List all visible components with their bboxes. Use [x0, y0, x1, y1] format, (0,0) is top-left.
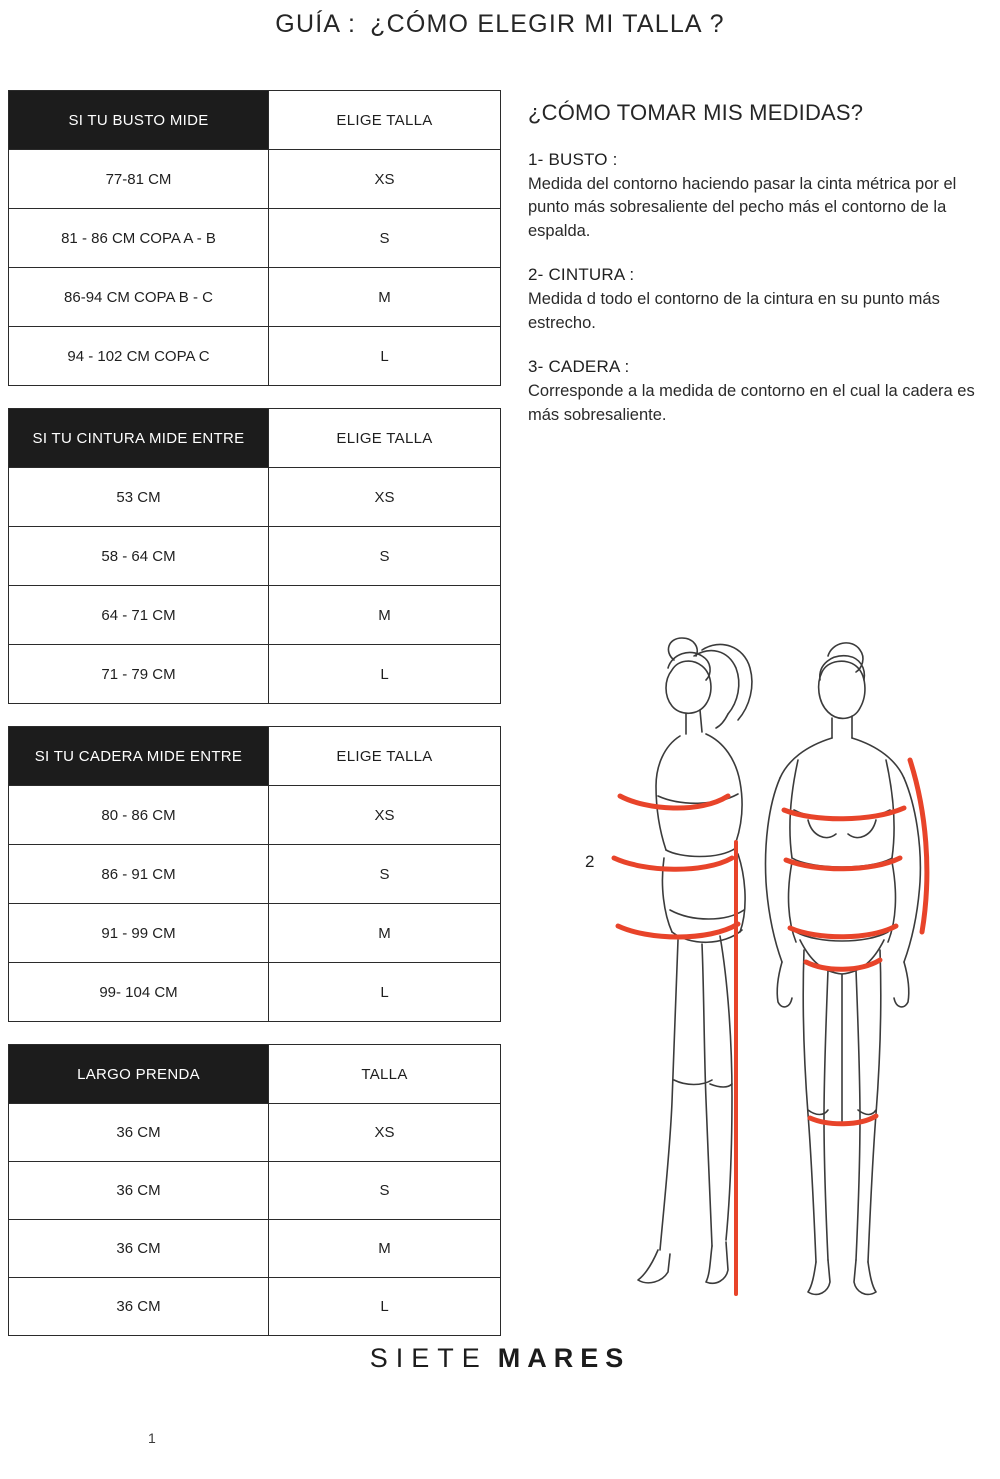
measure-cell: 94 - 102 CM COPA C: [9, 327, 269, 386]
instruction-busto: [528, 150, 988, 243]
size-cell: S: [269, 1162, 501, 1220]
size-cell: L: [269, 645, 501, 704]
size-cell: S: [269, 209, 501, 268]
table-header-row: [9, 1045, 501, 1104]
table-cintura-header-right: ELIGE TALLA: [269, 409, 501, 468]
measure-cell: 77-81 CM: [9, 150, 269, 209]
measure-cell: 91 - 99 CM: [9, 904, 269, 963]
table-row: [9, 1104, 501, 1162]
table-busto-header-right: ELIGE TALLA: [269, 91, 501, 150]
measure-cell: 80 - 86 CM: [9, 786, 269, 845]
size-cell: M: [269, 904, 501, 963]
size-cell: XS: [269, 150, 501, 209]
table-header-row: [9, 409, 501, 468]
instruction-busto-title: 1- BUSTO :: [528, 150, 618, 169]
measure-cell: 36 CM: [9, 1162, 269, 1220]
instruction-cadera: [528, 357, 988, 427]
instructions-panel: [528, 100, 988, 449]
page-title-main: GUÍA :: [275, 10, 357, 38]
size-tables: [8, 90, 500, 1358]
size-cell: L: [269, 1278, 501, 1336]
table-row: [9, 845, 501, 904]
instruction-cintura: [528, 265, 988, 335]
table-largo-prenda: [8, 1044, 501, 1336]
measure-cell: 71 - 79 CM: [9, 645, 269, 704]
table-header-row: [9, 727, 501, 786]
measure-cell: 86-94 CM COPA B - C: [9, 268, 269, 327]
table-row: [9, 1278, 501, 1336]
measure-cell: 81 - 86 CM COPA A - B: [9, 209, 269, 268]
table-cadera: [8, 726, 501, 1022]
table-row: [9, 327, 501, 386]
table-row: [9, 1162, 501, 1220]
instruction-cintura-body: Medida d todo el contorno de la cintura en su punto más estrecho.: [528, 290, 940, 332]
instruction-cintura-title: 2- CINTURA :: [528, 265, 635, 285]
size-cell: M: [269, 1220, 501, 1278]
table-cadera-header-right: ELIGE TALLA: [269, 727, 501, 786]
table-row: [9, 586, 501, 645]
measure-cell: 99- 104 CM: [9, 963, 269, 1022]
measure-cell: 86 - 91 CM: [9, 845, 269, 904]
table-row: [9, 963, 501, 1022]
measure-cell: 36 CM: [9, 1220, 269, 1278]
instructions-heading: ¿CÓMO TOMAR MIS MEDIDAS?: [528, 100, 864, 125]
brand-logo-part2: MARES: [497, 1343, 631, 1373]
size-cell: XS: [269, 468, 501, 527]
table-row: [9, 1220, 501, 1278]
table-row: [9, 209, 501, 268]
instruction-cadera-title: 3- CADERA :: [528, 357, 630, 377]
size-cell: M: [269, 586, 501, 645]
size-cell: XS: [269, 786, 501, 845]
body-measurement-illustration: [560, 610, 1000, 1330]
size-cell: L: [269, 327, 501, 386]
page-title-sub: ¿CÓMO ELEGIR MI TALLA ?: [370, 10, 725, 38]
table-row: [9, 150, 501, 209]
measure-cell: 53 CM: [9, 468, 269, 527]
table-row: [9, 786, 501, 845]
table-header-row: [9, 91, 501, 150]
size-cell: S: [269, 845, 501, 904]
table-cadera-header-left: SI TU CADERA MIDE ENTRE: [9, 727, 269, 786]
size-cell: L: [269, 963, 501, 1022]
brand-logo: [0, 1343, 1000, 1374]
table-cintura-header-left: SI TU CINTURA MIDE ENTRE: [9, 409, 269, 468]
table-row: [9, 904, 501, 963]
size-cell: S: [269, 527, 501, 586]
instruction-busto-body: Medida del contorno haciendo pasar la cinta métrica por el punto más sobresaliente del pecho más el contorno de la espalda.: [528, 175, 957, 240]
measure-cell: 36 CM: [9, 1104, 269, 1162]
table-row: [9, 268, 501, 327]
table-row: [9, 645, 501, 704]
size-cell: M: [269, 268, 501, 327]
page-number: 1: [148, 1430, 156, 1446]
illustration-marker-2: 2: [585, 852, 595, 871]
measure-cell: 58 - 64 CM: [9, 527, 269, 586]
size-cell: XS: [269, 1104, 501, 1162]
table-largo-header-right: TALLA: [269, 1045, 501, 1104]
instruction-cadera-body: Corresponde a la medida de contorno en el cual la cadera es más sobresaliente.: [528, 382, 975, 424]
table-row: [9, 527, 501, 586]
table-busto-header-left: SI TU BUSTO MIDE: [9, 91, 269, 150]
measure-cell: 36 CM: [9, 1278, 269, 1336]
page-title: [0, 10, 1000, 39]
table-cintura: [8, 408, 501, 704]
table-busto: [8, 90, 501, 386]
measure-cell: 64 - 71 CM: [9, 586, 269, 645]
brand-logo-part1: SIETE: [369, 1343, 488, 1373]
table-largo-header-left: LARGO PRENDA: [9, 1045, 269, 1104]
table-row: [9, 468, 501, 527]
